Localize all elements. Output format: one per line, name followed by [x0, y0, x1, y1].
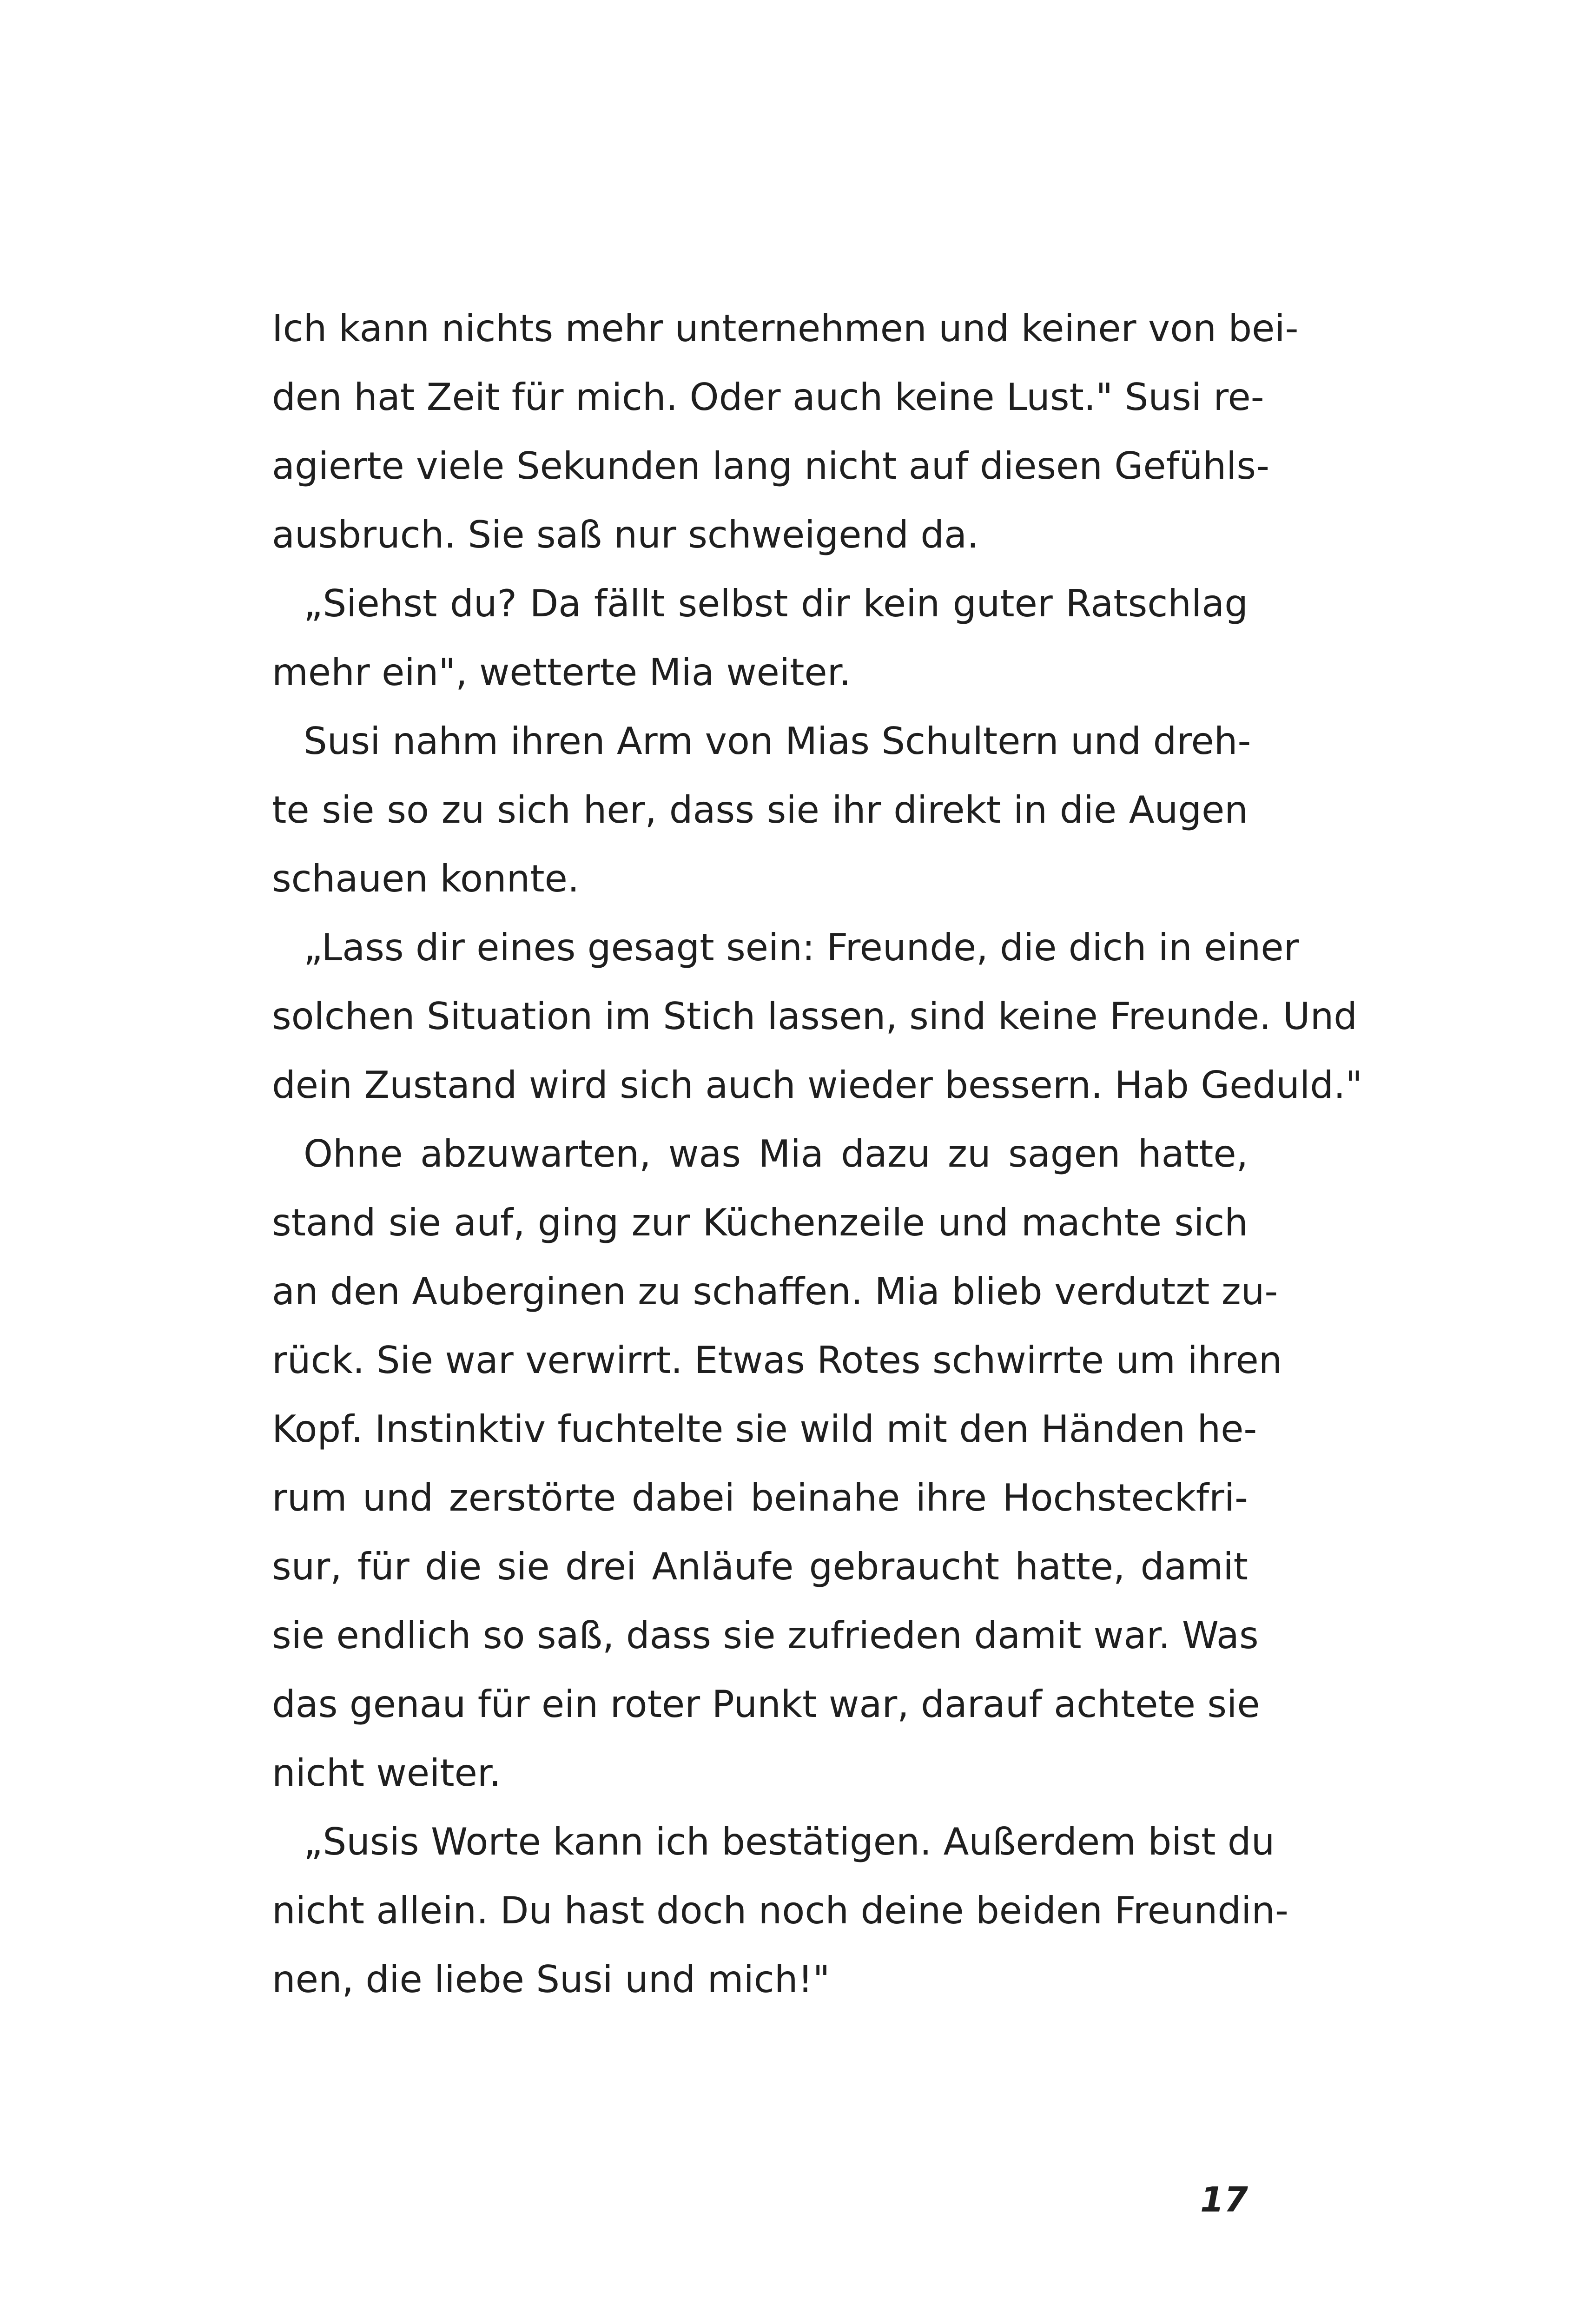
text-line: „Siehst du? Da fällt selbst dir kein guter Ratschlag — [304, 582, 1248, 625]
text-line: solchen Situation im Stich lassen, sind keine Freunde. Und — [272, 995, 1358, 1038]
text-line: ausbruch. Sie saß nur schweigend da. — [272, 513, 979, 556]
body-text — [272, 294, 1363, 2014]
text-line: an den Auberginen zu schaffen. Mia blieb verdutzt zu- — [272, 1270, 1278, 1313]
text-line: Kopf. Instinktiv fuchtelte sie wild mit den Händen he- — [272, 1407, 1257, 1451]
text-line: rum und zerstörte dabei beinahe ihre Hochsteckfri- — [272, 1476, 1248, 1519]
text-line: schauen konnte. — [272, 857, 580, 900]
text-line: te sie so zu sich her, dass sie ihr direkt in die Augen — [272, 788, 1248, 832]
text-line: sur, für die sie drei Anläufe gebraucht hatte, damit — [272, 1545, 1248, 1588]
text-line: Susi nahm ihren Arm von Mias Schultern und dreh- — [304, 720, 1251, 763]
text-line: nicht weiter. — [272, 1751, 501, 1795]
text-line: rück. Sie war verwirrt. Etwas Rotes schwirrte um ihren — [272, 1339, 1282, 1382]
text-line: dein Zustand wird sich auch wieder bessern. Hab Geduld." — [272, 1063, 1363, 1107]
text-line: stand sie auf, ging zur Küchenzeile und machte sich — [272, 1201, 1248, 1244]
page-number: 17 — [1200, 2180, 1248, 2220]
text-line: „Susis Worte kann ich bestätigen. Außerdem bist du — [304, 1820, 1275, 1863]
text-line: agierte viele Sekunden lang nicht auf diesen Gefühls- — [272, 444, 1269, 488]
text-line: sie endlich so saß, dass sie zufrieden damit war. Was — [272, 1614, 1259, 1657]
text-line: den hat Zeit für mich. Oder auch keine Lust." Susi re- — [272, 376, 1264, 419]
text-line: nen, die liebe Susi und mich!" — [272, 1958, 830, 2001]
text-line: „Lass dir eines gesagt sein: Freunde, die dich in einer — [304, 926, 1299, 969]
text-line: Ich kann nichts mehr unternehmen und keiner von bei- — [272, 307, 1299, 350]
text-line: mehr ein", wetterte Mia weiter. — [272, 651, 851, 694]
text-line: das genau für ein roter Punkt war, darauf achtete sie — [272, 1683, 1260, 1726]
text-line: Ohne abzuwarten, was Mia dazu zu sagen hatte, — [304, 1132, 1248, 1175]
text-line: nicht allein. Du hast doch noch deine beiden Freundin- — [272, 1889, 1288, 1932]
